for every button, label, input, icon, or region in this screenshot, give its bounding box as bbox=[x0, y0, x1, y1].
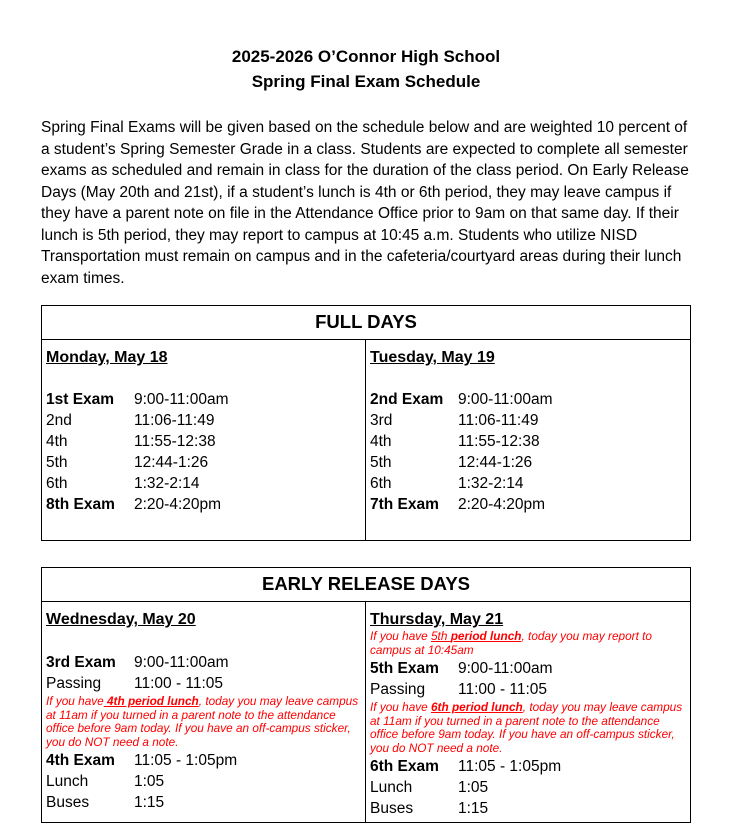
tuesday-heading: Tuesday, May 19 bbox=[370, 349, 495, 366]
exam-time: 1:05 bbox=[134, 773, 165, 790]
exam-time: 2:20-4:20pm bbox=[458, 496, 546, 513]
exam-time: 11:06-11:49 bbox=[458, 412, 539, 429]
exam-period-label: Passing bbox=[370, 681, 426, 698]
exam-period-label: 4th bbox=[46, 433, 68, 450]
page-title-line2: Spring Final Exam Schedule bbox=[251, 72, 481, 91]
exam-period-label: 5th bbox=[370, 454, 392, 471]
exam-time: 12:44-1:26 bbox=[134, 454, 209, 471]
exam-row bbox=[46, 652, 361, 673]
exam-period-label: 5th Exam bbox=[370, 660, 439, 677]
tuesday-cell bbox=[366, 340, 690, 540]
fourth-period-lunch-note: If you have 4th period lunch, today you may leave campus at 11am if you turned in a parent note to the attendance office before 9am today. If you have an off-campus sticker, you do NOT need a note. bbox=[46, 694, 359, 749]
exam-time: 11:05 - 1:05pm bbox=[134, 752, 238, 769]
exam-time: 11:06-11:49 bbox=[134, 412, 215, 429]
thursday-cell bbox=[366, 602, 690, 822]
exam-period-label: 6th bbox=[46, 475, 68, 492]
exam-time: 1:15 bbox=[134, 794, 165, 811]
wednesday-cell bbox=[42, 602, 366, 822]
exam-time: 1:32-2:14 bbox=[134, 475, 200, 492]
exam-row bbox=[46, 473, 361, 494]
exam-period-label: 7th Exam bbox=[370, 496, 439, 513]
spacer bbox=[370, 367, 686, 389]
exam-row bbox=[370, 658, 686, 679]
exam-row bbox=[46, 792, 361, 813]
exam-time: 9:00-11:00am bbox=[458, 660, 553, 677]
exam-row bbox=[46, 673, 361, 694]
exam-time: 9:00-11:00am bbox=[458, 391, 553, 408]
exam-period-label: Lunch bbox=[370, 779, 413, 796]
exam-row bbox=[46, 431, 361, 452]
thursday-heading: Thursday, May 21 bbox=[370, 611, 504, 628]
exam-time: 1:15 bbox=[458, 800, 489, 817]
exam-time: 9:00-11:00am bbox=[134, 654, 229, 671]
sixth-period-lunch-note: If you have 6th period lunch, today you may leave campus at 11am if you turned in a parent note to the attendance office before 9am today. If you have an off-campus sticker, you do NOT need a note. bbox=[370, 700, 683, 755]
monday-cell bbox=[42, 340, 366, 540]
exam-time: 1:05 bbox=[458, 779, 489, 796]
exam-row bbox=[46, 410, 361, 431]
exam-time: 12:44-1:26 bbox=[458, 454, 533, 471]
exam-row bbox=[46, 771, 361, 792]
exam-row bbox=[370, 473, 686, 494]
exam-row bbox=[370, 452, 686, 473]
exam-period-label: 4th Exam bbox=[46, 752, 115, 769]
exam-period-label: 3rd bbox=[370, 412, 393, 429]
early-release-table-body bbox=[42, 602, 690, 822]
exam-time: 9:00-11:00am bbox=[134, 391, 229, 408]
exam-time: 11:05 - 1:05pm bbox=[458, 758, 562, 775]
exam-row bbox=[370, 756, 686, 777]
full-days-table-body bbox=[42, 340, 690, 540]
page-title bbox=[41, 44, 691, 94]
exam-period-label: 1st Exam bbox=[46, 391, 115, 408]
exam-period-label: 3rd Exam bbox=[46, 654, 116, 671]
wednesday-heading: Wednesday, May 20 bbox=[46, 611, 196, 628]
exam-time: 11:55-12:38 bbox=[134, 433, 216, 450]
spacer bbox=[46, 629, 361, 652]
exam-period-label: 2nd bbox=[46, 412, 72, 429]
exam-row bbox=[370, 798, 686, 819]
exam-row bbox=[46, 389, 361, 410]
exam-row bbox=[370, 410, 686, 431]
exam-period-label: 6th Exam bbox=[370, 758, 439, 775]
exam-time: 2:20-4:20pm bbox=[134, 496, 222, 513]
monday-heading: Monday, May 18 bbox=[46, 349, 168, 366]
exam-row bbox=[46, 494, 361, 515]
exam-row bbox=[370, 777, 686, 798]
exam-period-label: 2nd Exam bbox=[370, 391, 444, 408]
fifth-period-lunch-note: If you have 5th period lunch, today you may report to campus at 10:45am bbox=[370, 629, 652, 657]
exam-row bbox=[370, 431, 686, 452]
exam-row bbox=[370, 679, 686, 700]
exam-period-label: Buses bbox=[46, 794, 90, 811]
spacer bbox=[46, 367, 361, 389]
exam-row bbox=[46, 452, 361, 473]
exam-time: 11:00 - 11:05 bbox=[134, 675, 224, 692]
exam-period-label: Lunch bbox=[46, 773, 89, 790]
early-release-table-title: EARLY RELEASE DAYS bbox=[42, 568, 690, 602]
early-release-table bbox=[41, 567, 691, 823]
full-days-table bbox=[41, 305, 691, 541]
exam-row bbox=[46, 750, 361, 771]
exam-time: 11:00 - 11:05 bbox=[458, 681, 548, 698]
exam-period-label: Buses bbox=[370, 800, 414, 817]
exam-row bbox=[370, 389, 686, 410]
intro-paragraph: Spring Final Exams will be given based on the schedule below and are weighted 10 percent of a student’s Spring Semester Grade in a class. Students are expected to complete all semester exams as scheduled and remain in class for the duration of the class period. On Early Release Days (May 20th and 21st), if a student’s lunch is 4th or 6th period, they may leave campus if they have a parent note on file in the Attendance Office prior to 9am on that same day. If their lunch is 5th period, they may report to campus at 10:45 a.m. Students who utilize NISD Transportation must remain on campus and in the cafeteria/courtyard areas during their lunch exam times. bbox=[41, 119, 689, 287]
exam-row bbox=[370, 494, 686, 515]
exam-period-label: 5th bbox=[46, 454, 68, 471]
full-days-table-title: FULL DAYS bbox=[42, 306, 690, 340]
exam-period-label: 4th bbox=[370, 433, 392, 450]
exam-period-label: Passing bbox=[46, 675, 102, 692]
exam-time: 1:32-2:14 bbox=[458, 475, 524, 492]
page-title-line1: 2025-2026 O’Connor High School bbox=[231, 47, 501, 66]
exam-time: 11:55-12:38 bbox=[458, 433, 540, 450]
exam-period-label: 6th bbox=[370, 475, 392, 492]
exam-period-label: 8th Exam bbox=[46, 496, 115, 513]
